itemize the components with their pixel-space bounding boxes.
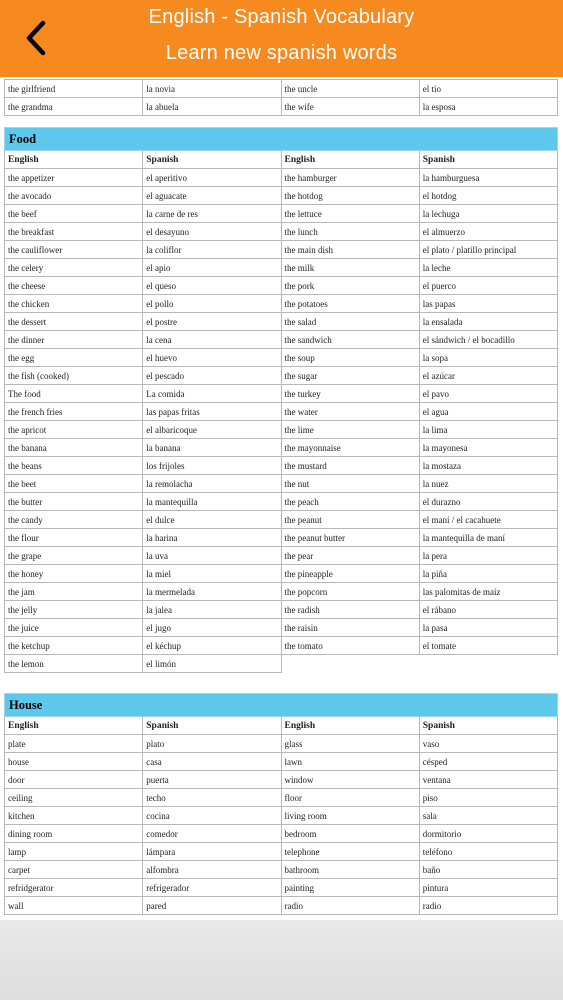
table-cell: el tío [419, 80, 557, 98]
table-cell: kitchen [5, 807, 143, 825]
house-table [4, 693, 558, 915]
table-cell: cocina [143, 807, 281, 825]
table-cell: la novia [143, 80, 281, 98]
table-cell: the avocado [5, 187, 143, 205]
table-row [5, 421, 558, 439]
table-cell: la piña [419, 565, 557, 583]
table-cell: el almuerzo [419, 223, 557, 241]
table-cell [281, 655, 419, 673]
table-cell: casa [143, 753, 281, 771]
table-cell: el pollo [143, 295, 281, 313]
table-cell: la banana [143, 439, 281, 457]
table-row [5, 601, 558, 619]
table-row [5, 807, 558, 825]
table-cell: el desayuno [143, 223, 281, 241]
table-cell: house [5, 753, 143, 771]
table-cell: the juice [5, 619, 143, 637]
table-cell: ceiling [5, 789, 143, 807]
table-cell: the mustard [281, 457, 419, 475]
table-row [5, 98, 558, 116]
table-cell: the chicken [5, 295, 143, 313]
table-cell: el albaricoque [143, 421, 281, 439]
table-row [5, 897, 558, 915]
table-cell: the celery [5, 259, 143, 277]
table-cell [419, 655, 557, 673]
table-row [5, 655, 558, 673]
table-cell: the banana [5, 439, 143, 457]
table-cell: teléfono [419, 843, 557, 861]
table-cell: la remolacha [143, 475, 281, 493]
table-cell: la mantequilla de maní [419, 529, 557, 547]
table-cell: el azúcar [419, 367, 557, 385]
section-title: House [5, 694, 558, 717]
table-cell: the grape [5, 547, 143, 565]
table-cell: door [5, 771, 143, 789]
table-cell: the grandma [5, 98, 143, 116]
table-row [5, 547, 558, 565]
table-cell: The food [5, 385, 143, 403]
table-cell: la mermelada [143, 583, 281, 601]
section-title: Food [5, 128, 558, 151]
table-cell: La comida [143, 385, 281, 403]
table-row [5, 277, 558, 295]
table-cell: plato [143, 735, 281, 753]
table-cell: el agua [419, 403, 557, 421]
table-cell: the honey [5, 565, 143, 583]
table-cell: the popcorn [281, 583, 419, 601]
table-row [5, 879, 558, 897]
table-row [5, 169, 558, 187]
table-cell: the uncle [281, 80, 419, 98]
table-cell: la nuez [419, 475, 557, 493]
table-cell: techo [143, 789, 281, 807]
table-cell: la jalea [143, 601, 281, 619]
table-cell: the jelly [5, 601, 143, 619]
table-row [5, 843, 558, 861]
table-cell: el aguacate [143, 187, 281, 205]
table-row [5, 205, 558, 223]
table-row [5, 223, 558, 241]
table-cell: lamp [5, 843, 143, 861]
table-cell: el huevo [143, 349, 281, 367]
table-cell: el jugo [143, 619, 281, 637]
section-header-row [5, 128, 558, 151]
table-cell: the candy [5, 511, 143, 529]
table-cell: radio [281, 897, 419, 915]
column-header: Spanish [143, 717, 281, 735]
table-cell: the sandwich [281, 331, 419, 349]
table-cell: dormitorio [419, 825, 557, 843]
food-table [4, 127, 558, 673]
table-cell: el tomate [419, 637, 557, 655]
table-cell: floor [281, 789, 419, 807]
table-cell: bathroom [281, 861, 419, 879]
table-cell: el hotdog [419, 187, 557, 205]
table-cell: the ketchup [5, 637, 143, 655]
table-cell: el postre [143, 313, 281, 331]
table-cell: la mantequilla [143, 493, 281, 511]
table-row [5, 735, 558, 753]
column-header-row [5, 717, 558, 735]
table-cell: la uva [143, 547, 281, 565]
table-cell: the flour [5, 529, 143, 547]
table-cell: the peanut butter [281, 529, 419, 547]
table-cell: the beet [5, 475, 143, 493]
table-cell: las papas fritas [143, 403, 281, 421]
table-cell: plate [5, 735, 143, 753]
table-row [5, 331, 558, 349]
table-cell: the milk [281, 259, 419, 277]
table-cell: living room [281, 807, 419, 825]
table-cell: las palomitas de maiz [419, 583, 557, 601]
page-title: English - Spanish Vocabulary [148, 6, 415, 28]
column-header: Spanish [143, 151, 281, 169]
table-cell: el pescado [143, 367, 281, 385]
table-row [5, 511, 558, 529]
table-cell: pared [143, 897, 281, 915]
table-row [5, 439, 558, 457]
table-cell: ventana [419, 771, 557, 789]
table-cell: comedor [143, 825, 281, 843]
column-header: Spanish [419, 151, 557, 169]
table-cell: las papas [419, 295, 557, 313]
table-cell: el rábano [419, 601, 557, 619]
table-cell: la carne de res [143, 205, 281, 223]
table-cell: refrigerador [143, 879, 281, 897]
column-header: English [281, 151, 419, 169]
table-cell: puerta [143, 771, 281, 789]
table-cell: la miel [143, 565, 281, 583]
table-cell: the turkey [281, 385, 419, 403]
table-cell: the peanut [281, 511, 419, 529]
table-cell: piso [419, 789, 557, 807]
table-cell: the cauliflower [5, 241, 143, 259]
table-cell: la lechuga [419, 205, 557, 223]
table-row [5, 80, 558, 98]
table-cell: lawn [281, 753, 419, 771]
table-cell: la cena [143, 331, 281, 349]
table-cell: the pear [281, 547, 419, 565]
table-cell: the sugar [281, 367, 419, 385]
table-cell: the radish [281, 601, 419, 619]
table-row [5, 825, 558, 843]
table-cell: telephone [281, 843, 419, 861]
family-table-tail [4, 79, 558, 116]
table-row [5, 241, 558, 259]
bottom-bar [0, 920, 563, 1000]
table-cell: la mayonesa [419, 439, 557, 457]
table-cell: the nut [281, 475, 419, 493]
table-row [5, 259, 558, 277]
table-cell: the lunch [281, 223, 419, 241]
table-cell: the beef [5, 205, 143, 223]
table-cell: the salad [281, 313, 419, 331]
table-cell: the fish (cooked) [5, 367, 143, 385]
table-cell: the jam [5, 583, 143, 601]
table-cell: the breakfast [5, 223, 143, 241]
table-cell: the water [281, 403, 419, 421]
table-cell: the cheese [5, 277, 143, 295]
section-header-row [5, 694, 558, 717]
table-cell: the beans [5, 457, 143, 475]
table-cell: the dinner [5, 331, 143, 349]
table-row [5, 565, 558, 583]
column-header: English [5, 717, 143, 735]
table-cell: the egg [5, 349, 143, 367]
table-cell: the lime [281, 421, 419, 439]
table-row [5, 771, 558, 789]
table-cell: la pera [419, 547, 557, 565]
table-row [5, 313, 558, 331]
table-row [5, 187, 558, 205]
table-cell: wall [5, 897, 143, 915]
table-cell: the lettuce [281, 205, 419, 223]
table-cell: dining room [5, 825, 143, 843]
table-row [5, 619, 558, 637]
table-cell: el aperitivo [143, 169, 281, 187]
table-cell: césped [419, 753, 557, 771]
table-cell: carpet [5, 861, 143, 879]
column-header: Spanish [419, 717, 557, 735]
table-row [5, 861, 558, 879]
table-cell: el pavo [419, 385, 557, 403]
table-cell: la esposa [419, 98, 557, 116]
table-cell: the butter [5, 493, 143, 511]
table-cell: the lemon [5, 655, 143, 673]
table-cell: glass [281, 735, 419, 753]
table-cell: the girlfriend [5, 80, 143, 98]
table-cell: the main dish [281, 241, 419, 259]
table-cell: the hotdog [281, 187, 419, 205]
table-cell: alfombra [143, 861, 281, 879]
table-cell: la hamburguesa [419, 169, 557, 187]
table-cell: the dessert [5, 313, 143, 331]
table-cell: lámpara [143, 843, 281, 861]
table-cell: the apricot [5, 421, 143, 439]
table-cell: la ensalada [419, 313, 557, 331]
table-row [5, 637, 558, 655]
table-cell: sala [419, 807, 557, 825]
table-cell: la abuela [143, 98, 281, 116]
page-subtitle: Learn new spanish words [165, 42, 398, 64]
table-cell: vaso [419, 735, 557, 753]
table-cell: refridgerator [5, 879, 143, 897]
table-cell: the pineapple [281, 565, 419, 583]
table-row [5, 295, 558, 313]
table-cell: la pasa [419, 619, 557, 637]
table-cell: el kéchup [143, 637, 281, 655]
table-cell: el limón [143, 655, 281, 673]
table-cell: la leche [419, 259, 557, 277]
table-row [5, 403, 558, 421]
table-cell: el plato / platillo principal [419, 241, 557, 259]
table-cell: el dulce [143, 511, 281, 529]
table-cell: el durazno [419, 493, 557, 511]
table-cell: the potatoes [281, 295, 419, 313]
table-row [5, 789, 558, 807]
table-cell: the hamburger [281, 169, 419, 187]
table-cell: los frijoles [143, 457, 281, 475]
table-row [5, 475, 558, 493]
table-cell: el maní / el cacahuete [419, 511, 557, 529]
table-row [5, 493, 558, 511]
table-cell: the soup [281, 349, 419, 367]
table-row [5, 753, 558, 771]
table-cell: la lima [419, 421, 557, 439]
table-cell: the pork [281, 277, 419, 295]
table-row [5, 529, 558, 547]
table-row [5, 583, 558, 601]
table-row [5, 367, 558, 385]
table-cell: radio [419, 897, 557, 915]
column-header-row [5, 151, 558, 169]
table-row [5, 457, 558, 475]
table-row [5, 349, 558, 367]
table-cell: the appetizer [5, 169, 143, 187]
table-cell: la harina [143, 529, 281, 547]
table-cell: la mostaza [419, 457, 557, 475]
table-cell: the tomato [281, 637, 419, 655]
table-cell: pintura [419, 879, 557, 897]
table-cell: el puerco [419, 277, 557, 295]
table-cell: the raisin [281, 619, 419, 637]
table-cell: baño [419, 861, 557, 879]
app-header [0, 0, 563, 77]
table-cell: the peach [281, 493, 419, 511]
column-header: English [5, 151, 143, 169]
table-cell: the mayonnaise [281, 439, 419, 457]
table-cell: bedroom [281, 825, 419, 843]
table-cell: la sopa [419, 349, 557, 367]
table-cell: la coliflor [143, 241, 281, 259]
vocabulary-content[interactable] [0, 77, 563, 920]
table-cell: window [281, 771, 419, 789]
table-cell: el queso [143, 277, 281, 295]
table-cell: the wife [281, 98, 419, 116]
table-row [5, 385, 558, 403]
table-cell: el sándwich / el bocadillo [419, 331, 557, 349]
table-cell: painting [281, 879, 419, 897]
column-header: English [281, 717, 419, 735]
table-cell: el apio [143, 259, 281, 277]
table-cell: the french fries [5, 403, 143, 421]
